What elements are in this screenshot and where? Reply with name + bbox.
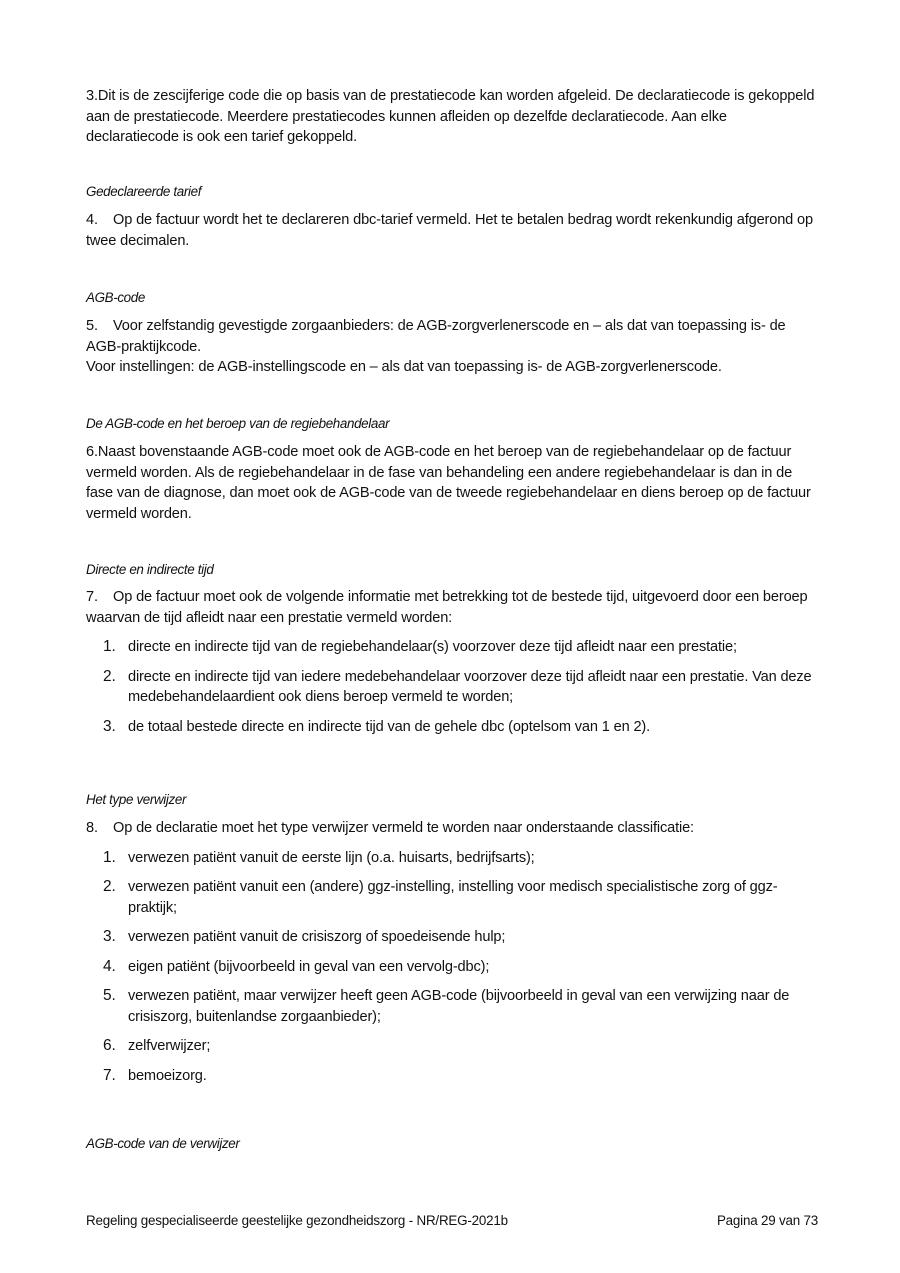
list-item: 4. eigen patiënt (bijvoorbeeld in geval van een vervolg-dbc); xyxy=(103,957,490,975)
paragraph-number: 8. xyxy=(86,820,98,836)
paragraph-text: 6.Naast bovenstaande AGB-code moet ook de AGB-code en het beroep van de regiebehandelaar op de factuur vermeld worden. Als de regiebehandelaar in de fase van behandeling een andere regiebehandelaar is dan in de fase van de diagnose, dan moet ook de AGB-code van de tweede regiebehandelaar en diens beroep op de factuur vermeld worden. xyxy=(86,444,811,522)
list-item: 1. verwezen patiënt vanuit de eerste lijn (o.a. huisarts, bedrijfsarts); xyxy=(103,848,535,866)
footer-document-title: Regeling gespecialiseerde geestelijke gezondheidszorg - NR/REG-2021b xyxy=(86,1213,508,1228)
paragraph-6 xyxy=(86,442,818,524)
section-heading-directe-indirecte-tijd: Directe en indirecte tijd xyxy=(86,562,214,577)
paragraph-7 xyxy=(86,587,818,746)
list-item: 2. directe en indirecte tijd van iedere medebehandelaar voorzover deze tijd afleidt naar een prestatie. Van deze medebehandelaardient ook diens beroep vermeld te worden; xyxy=(103,667,812,705)
footer-page-number: Pagina 29 van 73 xyxy=(716,1213,818,1228)
time-list xyxy=(86,637,818,737)
section-heading-regiebehandelaar: De AGB-code en het beroep van de regiebehandelaar xyxy=(86,416,390,431)
section-heading-gedeclareerde-tarief: Gedeclareerde tarief xyxy=(86,184,202,199)
verwijzer-list xyxy=(86,848,818,1087)
section-heading-agb-code-verwijzer: AGB-code van de verwijzer xyxy=(86,1136,240,1151)
list-item: 3. de totaal bestede directe en indirecte tijd van de gehele dbc (optelsom van 1 en 2). xyxy=(103,717,651,735)
paragraph-text: Voor zelfstandig gevestigde zorgaanbieders: de AGB-zorgverlenerscode en – als dat van toepassing is- de AGB-praktijkcode. xyxy=(86,318,786,355)
paragraph-number: 7. xyxy=(86,589,98,605)
list-item: 1. directe en indirecte tijd van de regiebehandelaar(s) voorzover deze tijd afleidt naar een prestatie; xyxy=(103,638,737,655)
paragraph-text: Op de factuur moet ook de volgende informatie met betrekking tot de bestede tijd, uitgevoerd door een beroep waarvan de tijd afleidt naar een prestatie vermeld worden: xyxy=(86,589,808,626)
list-item: 6. zelfverwijzer; xyxy=(103,1037,211,1054)
page-footer xyxy=(86,1213,818,1228)
paragraph-text-instellingen: Voor instellingen: de AGB-instellingscode en – als dat van toepassing is- de AGB-zorgverlenerscode. xyxy=(86,359,722,375)
paragraph-8 xyxy=(86,818,818,1095)
list-item: 7. bemoeizorg. xyxy=(103,1066,207,1084)
paragraph-number: 5. xyxy=(86,318,98,334)
list-item: 5. verwezen patiënt, maar verwijzer heeft geen AGB-code (bijvoorbeeld in geval van een verwijzing naar de crisiszorg, buitenlandse zorgaanbieder); xyxy=(103,987,790,1025)
list-item: 3. verwezen patiënt vanuit de crisiszorg of spoedeisende hulp; xyxy=(103,928,506,945)
paragraph-5 xyxy=(86,316,818,378)
paragraph-4 xyxy=(86,210,818,251)
section-heading-agb-code: AGB-code xyxy=(86,290,145,305)
paragraph-text: Op de declaratie moet het type verwijzer vermeld te worden naar onderstaande classificatie: xyxy=(113,820,694,836)
list-item: 2. verwezen patiënt vanuit een (andere) ggz-instelling, instelling voor medisch specialistische zorg of ggz-praktijk; xyxy=(103,878,778,916)
section-heading-type-verwijzer: Het type verwijzer xyxy=(86,792,187,807)
paragraph-text: 3.Dit is de zescijferige code die op basis van de prestatiecode kan worden afgeleid. De declaratiecode is gekoppeld aan de prestatiecode. Meerdere prestatiecodes kunnen afleiden op dezelfde declaratiecode. Aan elke declaratiecode is ook een tarief gekoppeld. xyxy=(86,88,815,145)
paragraph-text: Op de factuur wordt het te declareren dbc-tarief vermeld. Het te betalen bedrag wordt rekenkundig afgerond op twee decimalen. xyxy=(86,212,813,249)
paragraph-3 xyxy=(86,86,818,148)
paragraph-number: 4. xyxy=(86,212,98,228)
